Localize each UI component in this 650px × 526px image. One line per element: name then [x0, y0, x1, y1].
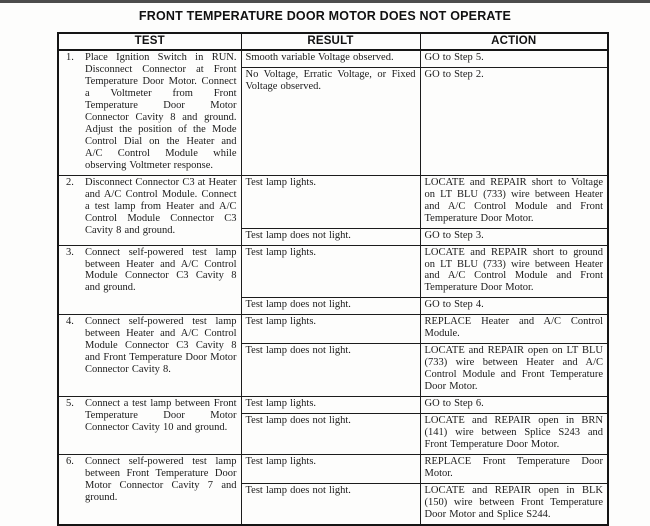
step-number: 4. [66, 316, 74, 328]
step-group [58, 397, 608, 455]
test-cell [58, 397, 241, 455]
test-description: Connect self-powered test lamp between Front Temperature Door Motor Connector Cavity 7 and ground. [85, 456, 237, 503]
test-description: Connect self-powered test lamp between Heater and A/C Control Module Connector C3 Cavity 8 and ground. [85, 246, 237, 294]
result-cell: Test lamp does not light. [241, 298, 420, 315]
result-cell: Test lamp does not light. [241, 414, 420, 455]
step-group [58, 175, 608, 245]
test-cell [58, 50, 241, 175]
action-cell: GO to Step 6. [420, 397, 608, 414]
table-row [58, 245, 608, 298]
table-row [58, 455, 608, 484]
step-number: 3. [66, 246, 74, 258]
step-number: 5. [66, 398, 74, 410]
result-cell: Test lamp lights. [241, 397, 420, 414]
test-cell [58, 455, 241, 525]
action-cell: GO to Step 3. [420, 228, 608, 245]
test-description: Connect a test lamp between Front Temperature Door Motor Connector Cavity 10 and ground. [85, 398, 237, 434]
result-cell: Test lamp does not light. [241, 344, 420, 397]
test-cell [58, 245, 241, 315]
column-header-test: TEST [58, 33, 241, 50]
test-description: Disconnect Connector C3 at Heater and A/C Control Module. Connect a test lamp from Heater and A/C Control Module Connector C3 Cavity 8 and ground. [85, 176, 237, 236]
step-group [58, 50, 608, 175]
page-top-rule [0, 0, 650, 3]
step-group [58, 245, 608, 315]
result-cell: Test lamp lights. [241, 315, 420, 344]
test-cell [58, 175, 241, 245]
test-description: Connect self-powered test lamp between Heater and A/C Control Module Connector C3 Cavity 8 and Front Temperature Door Motor Connector Cavity 8. [85, 316, 237, 376]
action-cell: LOCATE and REPAIR open in BRN (141) wire between Splice S243 and Front Temperature Door Motor. [420, 414, 608, 455]
action-cell: LOCATE and REPAIR open in BLK (150) wire between Front Temperature Door Motor and Splice S244. [420, 484, 608, 525]
action-cell: REPLACE Front Temperature Door Motor. [420, 455, 608, 484]
result-cell: Test lamp does not light. [241, 228, 420, 245]
result-cell: Test lamp lights. [241, 245, 420, 298]
table-row [58, 315, 608, 344]
result-cell: Test lamp lights. [241, 455, 420, 484]
action-cell: GO to Step 4. [420, 298, 608, 315]
page-title: FRONT TEMPERATURE DOOR MOTOR DOES NOT OPERATE [138, 9, 512, 23]
action-cell: GO to Step 5. [420, 50, 608, 67]
table-row [58, 50, 608, 67]
action-cell: REPLACE Heater and A/C Control Module. [420, 315, 608, 344]
step-group [58, 315, 608, 397]
column-header-action: ACTION [420, 33, 608, 50]
action-cell: GO to Step 2. [420, 67, 608, 175]
result-cell: Smooth variable Voltage observed. [241, 50, 420, 67]
action-cell: LOCATE and REPAIR short to Voltage on LT BLU (733) wire between Heater and A/C Control Module and Front Temperature Door Motor. [420, 175, 608, 228]
test-cell [58, 315, 241, 397]
table-header [58, 33, 608, 50]
result-cell: Test lamp does not light. [241, 484, 420, 525]
column-header-result: RESULT [241, 33, 420, 50]
test-description: Place Ignition Switch in RUN. Disconnect Connector at Front Temperature Door Motor. Connect a Voltmeter from Front Temperature Door Motor Connector Cavity 8 and ground. Adjust the position of the Mode Control Dial on the Heater and A/C Control Module while observing Voltmeter response. [85, 52, 237, 171]
header-row [58, 33, 608, 50]
step-group [58, 455, 608, 525]
action-cell: LOCATE and REPAIR short to ground on LT BLU (733) wire between Heater and A/C Control Module and Front Temperature Door Motor. [420, 245, 608, 298]
step-number: 1. [66, 52, 74, 63]
result-cell: No Voltage, Erratic Voltage, or Fixed Voltage observed. [241, 67, 420, 175]
result-cell: Test lamp lights. [241, 175, 420, 228]
action-cell: LOCATE and REPAIR open on LT BLU (733) wire between Heater and A/C Control Module and Front Temperature Door Motor. [420, 344, 608, 397]
step-number: 2. [66, 176, 74, 188]
step-number: 6. [66, 456, 74, 468]
diagnostic-table [57, 32, 609, 526]
table-row [58, 397, 608, 414]
table-row [58, 175, 608, 228]
